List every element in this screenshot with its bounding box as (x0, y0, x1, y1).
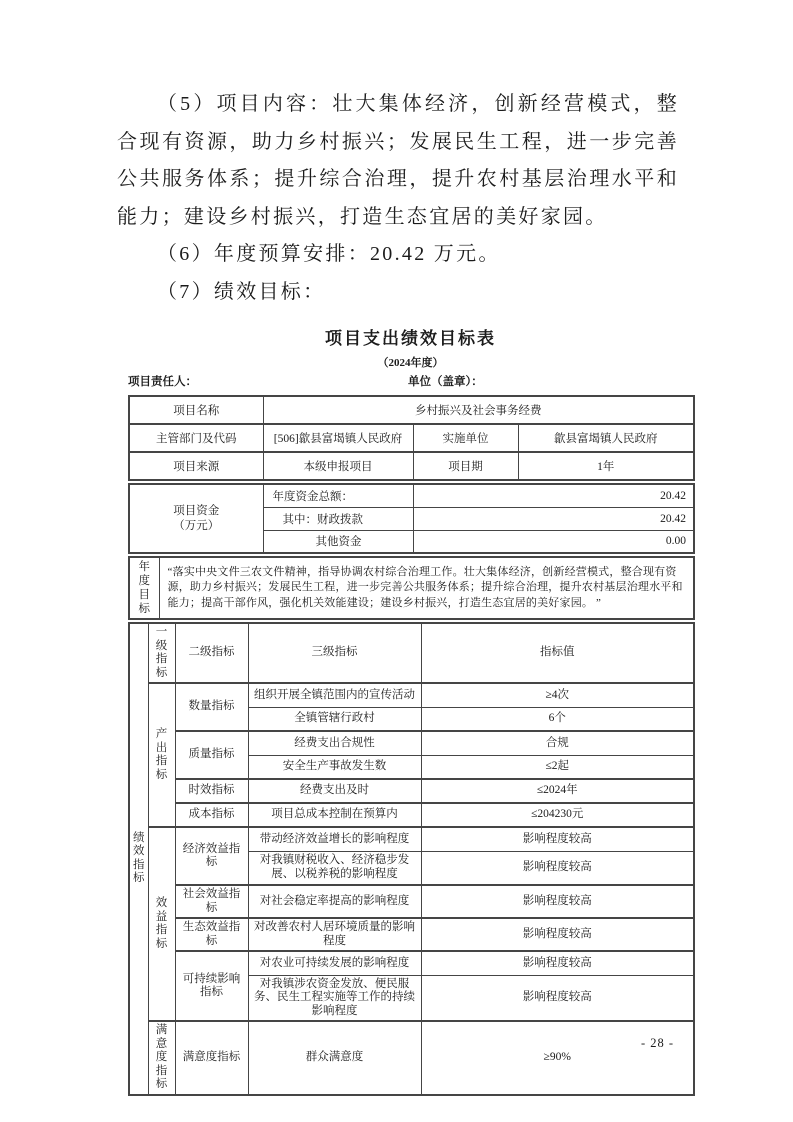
indicator-name: 对社会稳定率提高的影响程度 (248, 885, 421, 918)
table-row (129, 484, 694, 507)
dept-code-value: [506]歙县富堨镇人民政府 (263, 424, 413, 452)
table-row (129, 918, 694, 951)
indicator-value: 合规 (421, 731, 694, 755)
level2-social: 社会效益指标 (175, 885, 248, 918)
project-funds-table (128, 483, 695, 554)
indicator-name: 对农业可持续发展的影响程度 (248, 951, 421, 975)
source-value: 本级申报项目 (263, 452, 413, 480)
funds-other-value: 0.00 (413, 530, 694, 553)
level2-quantity: 数量指标 (175, 683, 248, 731)
indicator-name: 组织开展全镇范围内的宣传活动 (248, 683, 421, 707)
project-name-value: 乡村振兴及社会事务经费 (263, 396, 694, 424)
indicator-value: ≤204230元 (421, 803, 694, 827)
header-value: 指标值 (421, 623, 694, 683)
indicator-value: ≥4次 (421, 683, 694, 707)
paragraph-item-6: （6）年度预算安排：20.42 万元。 (157, 243, 501, 265)
table-row (129, 827, 694, 851)
indicator-name: 对我镇财税收入、经济稳步发展、以税养税的影响程度 (248, 851, 421, 885)
impl-unit-value: 歙县富堨镇人民政府 (518, 424, 694, 452)
level2-sustainable: 可持续影响指标 (175, 951, 248, 1021)
annual-goal-label: 年度目标 (129, 557, 159, 619)
table-row (129, 683, 694, 707)
funds-other-label: 其他资金 (263, 530, 413, 553)
level1-benefit: 效益指标 (148, 827, 175, 1021)
source-label: 项目来源 (129, 452, 263, 480)
paragraph-item-7: （7）绩效目标： (157, 280, 326, 303)
indicator-name: 群众满意度 (248, 1021, 421, 1095)
header-level1: 一级指标 (148, 623, 175, 683)
page-number: - 28 - (641, 1036, 675, 1050)
signature-row (128, 373, 693, 393)
indicator-value: 影响程度较高 (421, 918, 694, 951)
table-row (129, 557, 694, 619)
indicator-value: ≤2起 (421, 755, 694, 779)
paragraph-item-5: （5）项目内容：壮大集体经济，创新经营模式，整合现有资源，助力乡村振兴；发展民生工程，进一步完善公共服务体系；提升综合治理，提升农村基层治理水平和能力；建设乡村振兴，打造生态宜居的美好家园。 (117, 93, 679, 228)
funds-fiscal-label: 其中：财政拨款 (263, 507, 413, 530)
table-row (129, 803, 694, 827)
indicator-value: 影响程度较高 (421, 975, 694, 1021)
indicators-side-label: 绩效指标 (129, 623, 148, 1095)
table-row (129, 1021, 694, 1095)
indicator-name: 对我镇涉农资金发放、便民服务、民生工程实施等工作的持续影响程度 (248, 975, 421, 1021)
indicator-name: 对改善农村人居环境质量的影响程度 (248, 918, 421, 951)
funds-group-label (129, 484, 263, 553)
unit-seal-label: 单位（盖章）： (408, 376, 483, 388)
level1-output: 产出指标 (148, 683, 175, 827)
header-level3: 三级指标 (248, 623, 421, 683)
project-info-table (128, 395, 695, 481)
project-name-label: 项目名称 (129, 396, 263, 424)
responsible-person-label: 项目责任人： (128, 376, 197, 388)
indicator-name: 经费支出及时 (248, 779, 421, 803)
funds-label-line2: （万元） (173, 519, 220, 532)
indicator-value: ≥90% (421, 1021, 694, 1095)
funds-total-value: 20.42 (413, 484, 694, 507)
body-text-block (117, 86, 679, 311)
table-row (129, 885, 694, 918)
performance-table-area (128, 324, 693, 1096)
period-label: 项目期 (413, 452, 518, 480)
indicators-table (128, 622, 695, 1096)
indicator-name: 安全生产事故发生数 (248, 755, 421, 779)
table-title: 项目支出绩效目标表 (325, 329, 496, 348)
indicator-name: 全镇管辖行政村 (248, 707, 421, 731)
indicator-value: 影响程度较高 (421, 851, 694, 885)
table-row (129, 424, 694, 452)
indicator-value: 影响程度较高 (421, 827, 694, 851)
period-value: 1年 (518, 452, 694, 480)
level1-satisfaction: 满意度指标 (148, 1021, 175, 1095)
table-row (129, 951, 694, 975)
indicator-value: ≤2024年 (421, 779, 694, 803)
table-row (129, 452, 694, 480)
level2-economic: 经济效益指标 (175, 827, 248, 885)
table-row (129, 731, 694, 755)
indicator-name: 项目总成本控制在预算内 (248, 803, 421, 827)
table-row (129, 396, 694, 424)
level2-quality: 质量指标 (175, 731, 248, 779)
table-subtitle: （2024年度） (377, 357, 444, 369)
impl-unit-label: 实施单位 (413, 424, 518, 452)
indicator-name: 经费支出合规性 (248, 731, 421, 755)
annual-goal-table (128, 556, 695, 620)
indicators-header-row (129, 623, 694, 683)
table-row (129, 779, 694, 803)
level2-ecological: 生态效益指标 (175, 918, 248, 951)
indicator-value: 6个 (421, 707, 694, 731)
header-level2: 二级指标 (175, 623, 248, 683)
annual-goal-text: “落实中央文件三农文件精神，指导协调农村综合治理工作。壮大集体经济，创新经营模式，整合现有资源，助力乡村振兴；发展民生工程，进一步完善公共服务体系；提升综合治理，提升农村基层治理水平和能力；提高干部作风，强化机关效能建设；建设乡村振兴，打造生态宜居的美好家园。 ” (159, 557, 694, 619)
funds-total-label: 年度资金总额： (263, 484, 413, 507)
indicator-value: 影响程度较高 (421, 885, 694, 918)
funds-label-line1: 项目资金 (173, 504, 220, 517)
dept-code-label: 主管部门及代码 (129, 424, 263, 452)
indicator-value: 影响程度较高 (421, 951, 694, 975)
level2-cost: 成本指标 (175, 803, 248, 827)
funds-fiscal-value: 20.42 (413, 507, 694, 530)
level2-timeliness: 时效指标 (175, 779, 248, 803)
indicator-name: 带动经济效益增长的影响程度 (248, 827, 421, 851)
level2-satisfaction: 满意度指标 (175, 1021, 248, 1095)
